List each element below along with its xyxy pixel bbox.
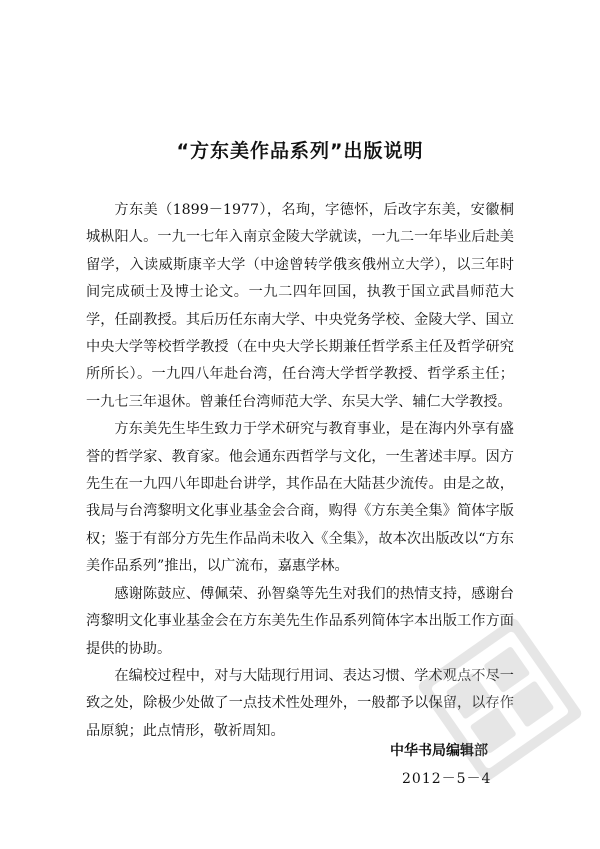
document-title: “方东美作品系列”出版说明	[176, 140, 424, 162]
document-body	[86, 197, 514, 745]
publication-date: 2012－5－4	[402, 771, 492, 787]
paragraph-biography: 方东美（1899－1977），名珣，字德怀，后改字东美，安徽桐城枞阳人。一九一七年入南京金陵大学就读，一九二一年毕业后赴美留学，入读威斯康辛大学（中途曾转学俄亥俄州立大学），以三年时间完成硕士及博士论文。一九二四年回国，执教于国立武昌师范大学，任副教授。其后历任东南大学、中央党务学校、金陵大学、国立中央大学等校哲学教授（在中央大学长期兼任哲学系主任及哲学研究所所长）。一九四八年赴台湾，任台湾大学哲学教授、哲学系主任；一九七三年退休。曾兼任台湾师范大学、东吴大学、辅仁大学教授。	[86, 202, 514, 410]
publisher-signature: 中华书局编辑部	[390, 743, 488, 759]
paragraph-publication-background: 方东美先生毕生致力于学术研究与教育事业，是在海内外享有盛誉的哲学家、教育家。他会通东西哲学与文化，一生著述丰厚。因方先生在一九四八年即赴台讲学，其作品在大陆甚少流传。由是之故，我局与台湾黎明文化事业基金会合商，购得《方东美全集》简体字版权；鉴于有部分方先生作品尚未收入《全集》，故本次出版改以“方东美作品系列”推出，以广流布，嘉惠学林。	[86, 421, 514, 575]
paragraph-editing-notes: 在编校过程中，对与大陆现行用词、表达习惯、学术观点不尽一致之处，除极少处做了一点技术性处理外，一般都予以保留，以存作品原貌；此点情形，敬祈周知。	[86, 667, 514, 739]
paragraph-acknowledgements: 感谢陈鼓应、傅佩荣、孙智燊等先生对我们的热情支持，感谢台湾黎明文化事业基金会在方东美先生作品系列简体字本出版工作方面提供的协助。	[86, 585, 514, 657]
